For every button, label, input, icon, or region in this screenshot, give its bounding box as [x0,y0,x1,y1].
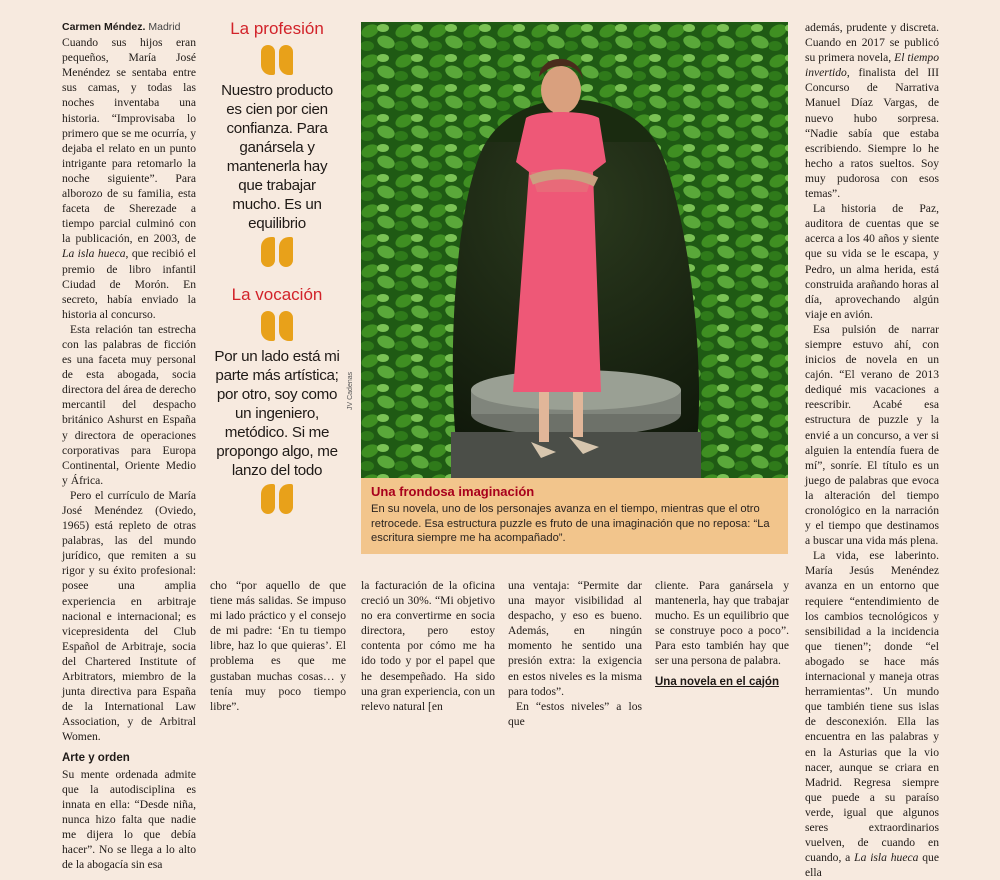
paragraph [805,548,939,880]
close-quote-icon [213,237,341,267]
open-quote-icon [213,45,341,75]
paragraph: Su mente ordenada admite que la autodisciplina es innata en ella: “Desde niña, nunca hizo falta que nadie me dijera lo que debía hacer”. No se llega a lo alto de la abogacía sin esa [62,767,196,872]
paragraph: cliente. Para ganársela y mantenerla, hay que trabajar mucho. Es un equilibrio que se construye poco a poco”. Para esto también hay que ser una persona de palabra. [655,579,789,668]
text: además, prudente y discreta. Cuando en 2017 se publicó su primera novela, [805,21,939,65]
quote-label: La profesión [230,19,324,38]
caption-text: En su novela, uno de los personajes avanza en el tiempo, mientras que el otro retrocede. Esa estructura puzzle es fruto de una imaginación que no reposa: “La escritura siempre me ha acompañado”. [371,503,770,544]
open-quote-icon [213,311,341,341]
article-column-5 [805,20,939,880]
book-title: La isla hueca [854,851,919,865]
byline-author: Carmen Méndez. [62,21,146,33]
photo-caption [361,478,788,554]
portrait-photo [361,22,788,478]
article-column-4 [508,578,642,728]
text: que ella [805,851,939,880]
article-column-3 [361,578,495,713]
paragraph: Pero el currículo de María José Menéndez (Oviedo, 1965) está repleto de otras palabras, las del mundo jurídico, que remiten a su rigor y su éxito profesional: posee una amplia experiencia en arbitraje nacional e internacional; es vicepresidenta del Club Español de Arbitraje, socia del Chartered Institute of Arbitrators, miembro de la junta directiva para España de la International Law Association, y de Arbitral Women. [62,488,196,744]
article-column-2 [210,578,346,713]
text: Cuando sus hijos eran pequeños, María José Menéndez se sentaba entre sus camas, y todas las noches inventaba una historia. “Improvisaba lo primero que se me ocurría, y dejaba el relato en un punto intrigante para retomarlo la noche siguiente”. Para alborozo de su familia, esta faceta de Sherezade a tiempo parcial culminó con la publicación, en 2003, de [62,36,196,246]
paragraph: Esa pulsión de narrar siempre estuvo ahí, con inicios de novela en un cajón. “El verano de 2013 dediqué mis vacaciones a reescribir. Acabé esa estructura de puzzle y la envié a un concurso, a ver si alguien la entendía fuera de mí”, sonríe. El título es un juego de palabras que evoca la alteración del tiempo cronológico en la narración y el tiempo que destinamos a buscar una vida más plena. [805,322,939,548]
paragraph: una ventaja: “Permite dar una mayor visibilidad al despacho, y eso es bueno. Además, en ningún momento he sentido una presión extra: la exigencia en estos niveles es la misma para todos”. [508,579,642,698]
paragraph: cho “por aquello de que tiene más salidas. Se impuso mi lado práctico y el consejo de mi padre: ‘En tu tiempo libre, haz lo que quieras’. El problema es que me gustaban muchas cosas… y tenía muy poco tiempo libre”. [210,579,346,713]
book-title: El tiempo invertido [805,51,939,80]
text: , finalista del III Concurso de Narrativa Manuel Díaz Vargas, de nuevo hubo sorpresa. “Nadie sabía que estaba escribiendo. Siempre lo he hecho a ratos sueltos. Soy muy pudorosa con esos temas”. [805,66,939,201]
paragraph: la facturación de la oficina creció un 30%. “Mi objetivo no era convertirme en socia directora, pero estoy contenta por cómo me ha ido todo y por el papel que he desempeñado. Ha sido una gran experiencia, con un relevo natural [en [361,579,495,713]
paragraph: Esta relación tan estrecha con las palabras de ficción es una faceta muy personal de esta abogada, socia directora del área de derecho mercantil del despacho británico Ashurst en España y directora de operaciones corporativas para Europa Continental, Oriente Medio y África. [62,322,196,487]
close-quote-icon [213,484,341,514]
photo-credit: JV Cadenas [347,371,354,410]
quote-label: La vocación [231,285,323,304]
article-column-4b [655,578,789,688]
paragraph [62,35,196,322]
book-title: La isla hueca [62,247,126,261]
paragraph: En “estos niveles” a los que [508,699,642,728]
pull-quotes [213,15,341,575]
article-column-1 [62,20,196,872]
caption-title: Una frondosa imaginación [371,484,535,499]
paragraph [805,20,939,201]
quote-text: Por un lado está mi parte más artística; por otro, soy como un ingeniero, metódico. Si me propongo algo, me lanzo del todo [214,348,340,479]
subhead: Arte y orden [62,751,130,764]
photo-illustration [361,22,788,478]
byline [62,20,196,35]
quote-text: Nuestro producto es cien por cien confianza. Para ganársela y mantenerla hay que trabajar mucho. Es un equilibrio [221,82,333,232]
subhead: Una novela en el cajón [655,675,779,688]
text: La vida, ese laberinto. María Jesús Menéndez avanza en un entorno que requiere “entendimiento de los cambios tecnológicos y sensibilidad a la incidencia que tienen”; donde “el abogado se hace más internacional y maneja otras herramientas”. Un mundo que también tiene sus islas de desconexión. Ella las encuentra en las palabras y en la Asturias que la vio nacer, aunque se criara en Madrid. Regresa siempre que puede a su paraíso verde, igual que algunos seres extraordinarios vuelven, de cuando en cuando, a [805,549,939,865]
paragraph: La historia de Paz, auditora de cuentas que se acerca a los 40 años y siente que su vida se le escapa, y Pedro, un alma herida, está construida arañando horas al día, aprovechando algún viaje en avión. [805,202,939,321]
byline-location: Madrid [145,21,181,33]
text: , que recibió el premio de libro infantil Ciudad de Morón. En secreto, había enviado la historia al concurso. [62,247,196,321]
